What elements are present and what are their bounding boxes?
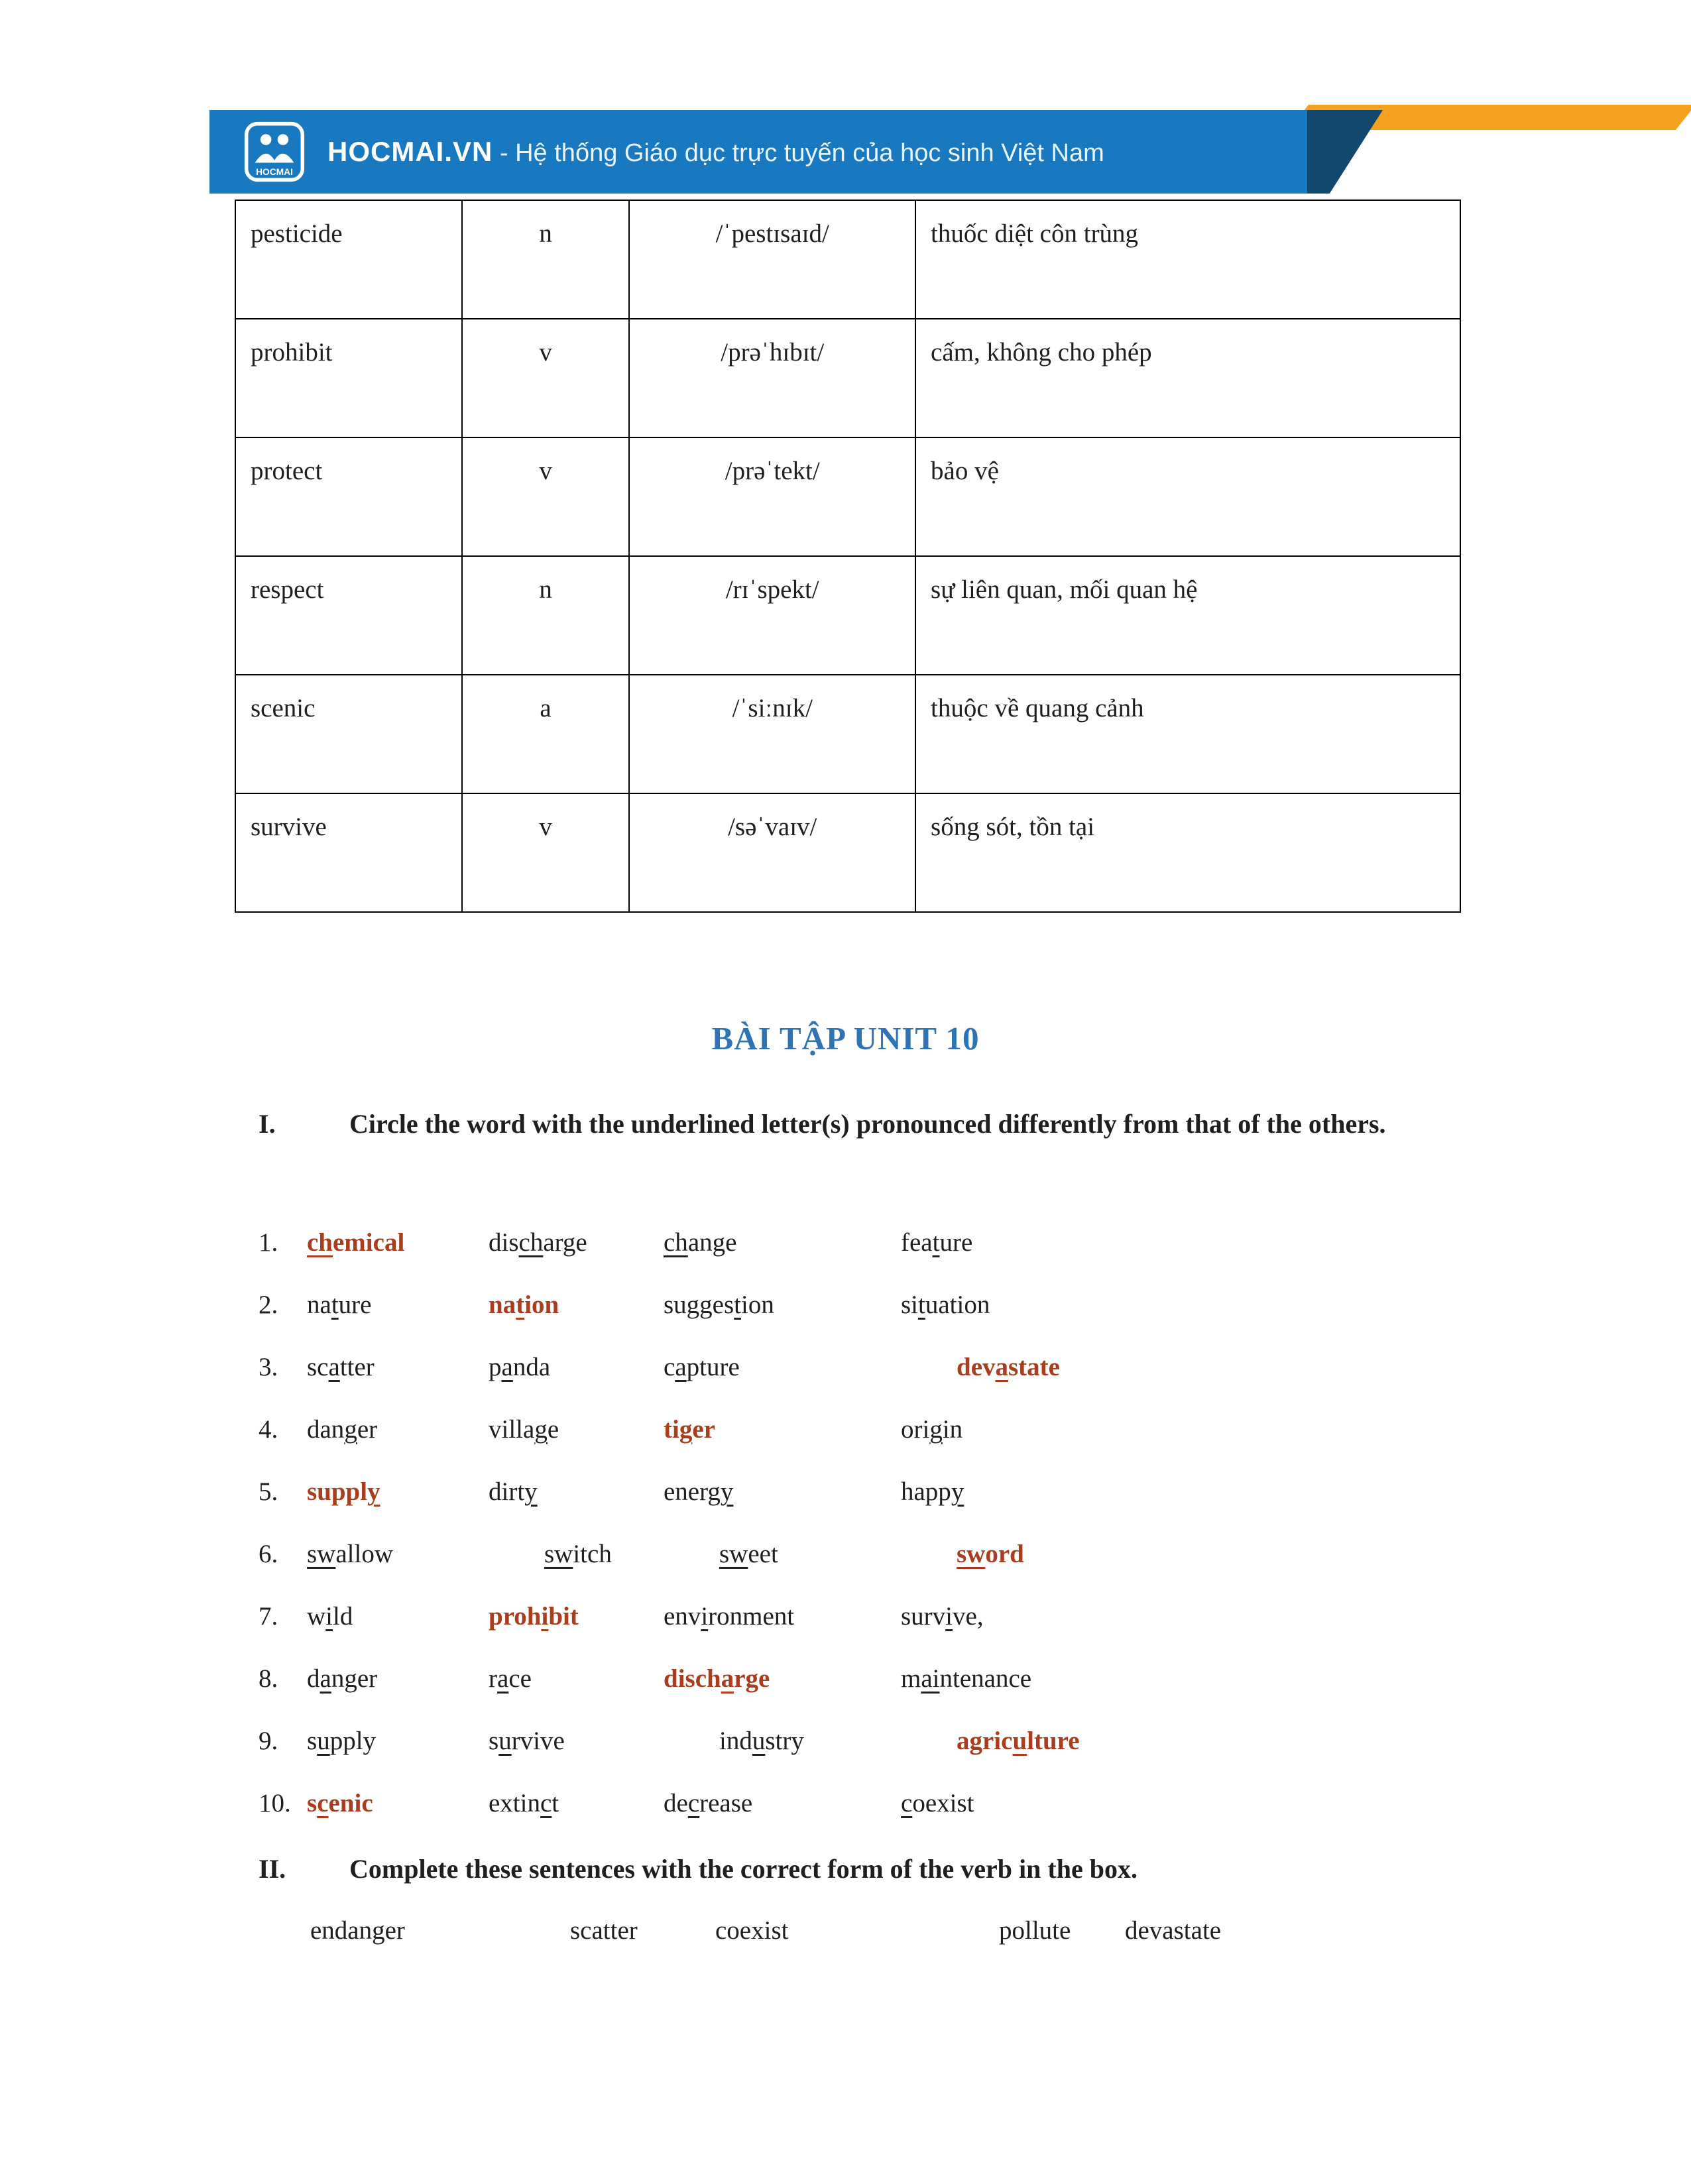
word-option [664, 1523, 901, 1585]
vocab-meaning: cấm, không cho phép [915, 319, 1460, 437]
word-prefix: disch [664, 1664, 721, 1693]
word-option [664, 1461, 901, 1523]
word-suffix: er [357, 1415, 378, 1444]
word-option [664, 1772, 901, 1835]
vocab-pos: v [462, 437, 630, 556]
exercise-item [259, 1274, 1465, 1336]
vocab-ipa: /prəˈhɪbɪt/ [629, 319, 915, 437]
word-suffix: rease [699, 1789, 753, 1817]
exercise-item [259, 1399, 1465, 1461]
word-suffix: ion [524, 1291, 559, 1319]
vocab-pos: v [462, 319, 630, 437]
word-option [307, 1523, 489, 1585]
vocab-table-row [235, 200, 1460, 319]
underlined-letters: ch [518, 1228, 544, 1257]
underlined-letters: a [995, 1353, 1008, 1381]
vocab-meaning: sự liên quan, mối quan hệ [915, 556, 1460, 675]
word-option [307, 1585, 489, 1648]
word-option [664, 1336, 901, 1399]
word-prefix: dev [957, 1353, 996, 1381]
word-prefix: ti [664, 1415, 679, 1444]
exercise-item [259, 1212, 1465, 1274]
underlined-letters: a [721, 1664, 734, 1693]
page-title: BÀI TẬP UNIT 10 [711, 1020, 980, 1057]
word-option [307, 1461, 489, 1523]
word-prefix: sc [307, 1353, 329, 1381]
word-suffix: oexist [912, 1789, 974, 1817]
item-number: 3. [259, 1353, 278, 1381]
item-number: 9. [259, 1727, 278, 1755]
header-banner [209, 105, 1509, 195]
word-option [664, 1212, 901, 1274]
vocab-ipa: /ˈpestɪsaɪd/ [629, 200, 915, 319]
underlined-letters: c [317, 1789, 329, 1817]
item-number: 10. [259, 1789, 291, 1817]
word-prefix: dan [307, 1415, 345, 1444]
underlined-letters: u [1012, 1727, 1027, 1755]
word-prefix: na [307, 1291, 331, 1319]
word-prefix: de [664, 1789, 688, 1817]
word-prefix: w [307, 1602, 326, 1631]
verb-box-word: devastate [1125, 1916, 1222, 1945]
word-suffix: emical [333, 1228, 405, 1257]
exercise-item [259, 1710, 1465, 1772]
underlined-letters: a [320, 1664, 331, 1693]
word-option [664, 1710, 901, 1772]
exercise-item [259, 1772, 1465, 1835]
word-option [901, 1648, 1465, 1710]
vocab-pos: a [462, 675, 630, 793]
word-suffix: nda [512, 1353, 551, 1381]
vocab-table-body [235, 200, 1460, 912]
word-suffix: ld [333, 1602, 353, 1631]
vocab-table-row [235, 556, 1460, 675]
section2-instruction: Complete these sentences with the correct form of the verb in the box. [349, 1854, 1137, 1884]
underlined-letters: g [929, 1415, 943, 1444]
brand-tagline: - Hệ thống Giáo dục trực tuyến của học sinh Việt Nam [493, 139, 1104, 167]
word-option [307, 1399, 489, 1461]
word-prefix: s [307, 1727, 318, 1755]
word-suffix: ange [687, 1228, 737, 1257]
word-prefix: dirt [489, 1477, 525, 1506]
underlined-letters: y [367, 1477, 380, 1506]
banner-blue-bar [209, 110, 1307, 194]
exercise-item [259, 1648, 1465, 1710]
word-prefix: sugges [664, 1291, 734, 1319]
section2-numeral: II. [259, 1854, 286, 1884]
vocab-word: prohibit [235, 319, 462, 437]
underlined-letters: c [540, 1789, 552, 1817]
verb-box-word: coexist [715, 1916, 789, 1945]
vocab-table [235, 200, 1461, 913]
word-suffix: tter [339, 1353, 375, 1381]
vocab-ipa: /səˈvaɪv/ [629, 793, 915, 912]
item-number: 7. [259, 1602, 278, 1631]
word-option [901, 1399, 1465, 1461]
word-option [901, 1710, 1465, 1772]
item-number: 8. [259, 1664, 278, 1693]
item-number: 1. [259, 1228, 278, 1257]
banner-navy-arrow [1305, 110, 1383, 194]
word-suffix: ce [508, 1664, 532, 1693]
word-suffix: in [942, 1415, 963, 1444]
vocab-meaning: bảo vệ [915, 437, 1460, 556]
word-prefix: suppl [307, 1477, 368, 1506]
item-number: 2. [259, 1291, 278, 1319]
word-prefix: p [489, 1353, 502, 1381]
word-option [664, 1274, 901, 1336]
word-option [307, 1274, 489, 1336]
word-suffix: t [552, 1789, 559, 1817]
underlined-letters: a [675, 1353, 687, 1381]
word-prefix: energ [664, 1477, 721, 1506]
underlined-letters: y [524, 1477, 538, 1506]
vocab-pos: n [462, 200, 630, 319]
underlined-letters: c [901, 1789, 913, 1817]
word-prefix: na [489, 1291, 516, 1319]
word-option [489, 1336, 664, 1399]
exercise-item [259, 1461, 1465, 1523]
underlined-letters: ch [664, 1228, 688, 1257]
word-suffix: pply [329, 1727, 377, 1755]
vocab-pos: v [462, 793, 630, 912]
word-suffix: itch [573, 1540, 612, 1568]
word-suffix: ntenance [939, 1664, 1032, 1693]
vocab-ipa: /rɪˈspekt/ [629, 556, 915, 675]
exercise-item [259, 1523, 1465, 1585]
underlined-letters: u [317, 1727, 330, 1755]
word-option [664, 1585, 901, 1648]
vocab-word: protect [235, 437, 462, 556]
word-option [489, 1523, 664, 1585]
word-suffix: uation [925, 1291, 990, 1319]
word-prefix: s [489, 1727, 499, 1755]
word-option [307, 1212, 489, 1274]
word-option [489, 1648, 664, 1710]
word-option [307, 1772, 489, 1835]
section2-heading [259, 1837, 1423, 1900]
word-prefix: extin [489, 1789, 540, 1817]
underlined-letters: t [734, 1291, 742, 1319]
verb-box-word: pollute [999, 1916, 1071, 1945]
banner-text [327, 136, 1104, 168]
underlined-letters: g [344, 1415, 357, 1444]
section1-numeral: I. [259, 1109, 276, 1139]
word-suffix: nger [331, 1664, 378, 1693]
word-suffix: pture [686, 1353, 740, 1381]
vocab-table-row [235, 437, 1460, 556]
word-suffix: er [692, 1415, 715, 1444]
word-suffix: ion [741, 1291, 774, 1319]
word-suffix: eet [748, 1540, 778, 1568]
vocab-table-row [235, 793, 1460, 912]
underlined-letters: ai [921, 1664, 940, 1693]
word-suffix: e [547, 1415, 559, 1444]
word-suffix: ure [939, 1228, 973, 1257]
word-suffix: allow [335, 1540, 393, 1568]
word-suffix: stry [765, 1727, 804, 1755]
word-prefix: surv [901, 1602, 946, 1631]
word-option [489, 1461, 664, 1523]
underlined-letters: u [498, 1727, 512, 1755]
exercise-item-list [259, 1212, 1465, 1835]
word-option [664, 1399, 901, 1461]
svg-text:HOCMAI: HOCMAI [256, 166, 293, 177]
underlined-letters: t [918, 1291, 925, 1319]
word-option [489, 1585, 664, 1648]
vocab-word: survive [235, 793, 462, 912]
underlined-letters: sw [307, 1540, 336, 1568]
word-option [307, 1336, 489, 1399]
word-option [901, 1585, 1465, 1648]
word-suffix: ord [985, 1540, 1024, 1568]
word-prefix: agric [957, 1727, 1013, 1755]
word-prefix: fea [901, 1228, 933, 1257]
word-suffix: rge [734, 1664, 770, 1693]
word-option [901, 1461, 1465, 1523]
exercise-item [259, 1585, 1465, 1648]
word-prefix: m [901, 1664, 921, 1693]
word-option [489, 1710, 664, 1772]
underlined-letters: i [701, 1602, 709, 1631]
vocab-meaning: thuộc về quang cảnh [915, 675, 1460, 793]
hocmai-logo-icon [244, 121, 305, 182]
underlined-letters: sw [544, 1540, 573, 1568]
vocab-word: scenic [235, 675, 462, 793]
underlined-letters: t [331, 1291, 339, 1319]
underlined-letters: u [752, 1727, 766, 1755]
vocab-word: respect [235, 556, 462, 675]
word-prefix: env [664, 1602, 701, 1631]
word-prefix: si [901, 1291, 919, 1319]
underlined-letters: sw [719, 1540, 748, 1568]
word-prefix: dis [489, 1228, 519, 1257]
word-prefix: happ [901, 1477, 951, 1506]
section1-heading [259, 1092, 1423, 1155]
word-option [489, 1399, 664, 1461]
word-suffix: ure [338, 1291, 372, 1319]
word-option [901, 1772, 1465, 1835]
word-suffix: enic [328, 1789, 373, 1817]
word-prefix: ind [719, 1727, 752, 1755]
underlined-letters: g [679, 1415, 693, 1444]
word-prefix: proh [489, 1602, 542, 1631]
word-suffix: arge [543, 1228, 587, 1257]
word-suffix: rvive [511, 1727, 565, 1755]
word-prefix: villa [489, 1415, 535, 1444]
word-suffix: ve, [953, 1602, 984, 1631]
verb-box-word: endanger [310, 1916, 405, 1945]
word-option [489, 1212, 664, 1274]
item-number: 5. [259, 1477, 278, 1506]
vocab-word: pesticide [235, 200, 462, 319]
item-number: 4. [259, 1415, 278, 1444]
underlined-letters: y [951, 1477, 964, 1506]
underlined-letters: sw [957, 1540, 986, 1568]
vocab-table-row [235, 675, 1460, 793]
underlined-letters: ch [307, 1228, 333, 1257]
vocab-pos: n [462, 556, 630, 675]
verb-box-word: scatter [570, 1916, 638, 1945]
underlined-letters: c [687, 1789, 700, 1817]
word-prefix: r [489, 1664, 497, 1693]
word-suffix: lture [1027, 1727, 1080, 1755]
word-prefix: s [307, 1789, 318, 1817]
underlined-letters: a [497, 1664, 509, 1693]
word-option [664, 1648, 901, 1710]
brand-name: HOCMAI.VN [327, 136, 493, 167]
word-option [489, 1274, 664, 1336]
verb-box [310, 1900, 1221, 1962]
exercise-item [259, 1336, 1465, 1399]
word-option [901, 1274, 1465, 1336]
word-option [901, 1336, 1465, 1399]
underlined-letters: y [720, 1477, 734, 1506]
word-option [307, 1710, 489, 1772]
section1-instruction: Circle the word with the underlined letter(s) pronounced differently from that of the others. [349, 1109, 1386, 1139]
vocab-ipa: /prəˈtekt/ [629, 437, 915, 556]
underlined-letters: t [932, 1228, 940, 1257]
word-option [489, 1772, 664, 1835]
word-option [307, 1648, 489, 1710]
underlined-letters: i [541, 1602, 549, 1631]
vocab-ipa: /ˈsiːnɪk/ [629, 675, 915, 793]
vocab-table-row [235, 319, 1460, 437]
word-prefix: ori [901, 1415, 930, 1444]
vocab-meaning: thuốc diệt côn trùng [915, 200, 1460, 319]
word-suffix: ronment [708, 1602, 795, 1631]
underlined-letters: i [325, 1602, 333, 1631]
item-number: 6. [259, 1540, 278, 1568]
underlined-letters: i [945, 1602, 953, 1631]
word-suffix: bit [548, 1602, 579, 1631]
underlined-letters: t [516, 1291, 525, 1319]
underlined-letters: a [501, 1353, 513, 1381]
word-prefix: d [307, 1664, 320, 1693]
word-option [901, 1523, 1465, 1585]
word-suffix: state [1008, 1353, 1060, 1381]
vocab-meaning: sống sót, tồn tại [915, 793, 1460, 912]
underlined-letters: a [328, 1353, 340, 1381]
word-option [901, 1212, 1465, 1274]
underlined-letters: g [534, 1415, 548, 1444]
word-prefix: c [664, 1353, 675, 1381]
